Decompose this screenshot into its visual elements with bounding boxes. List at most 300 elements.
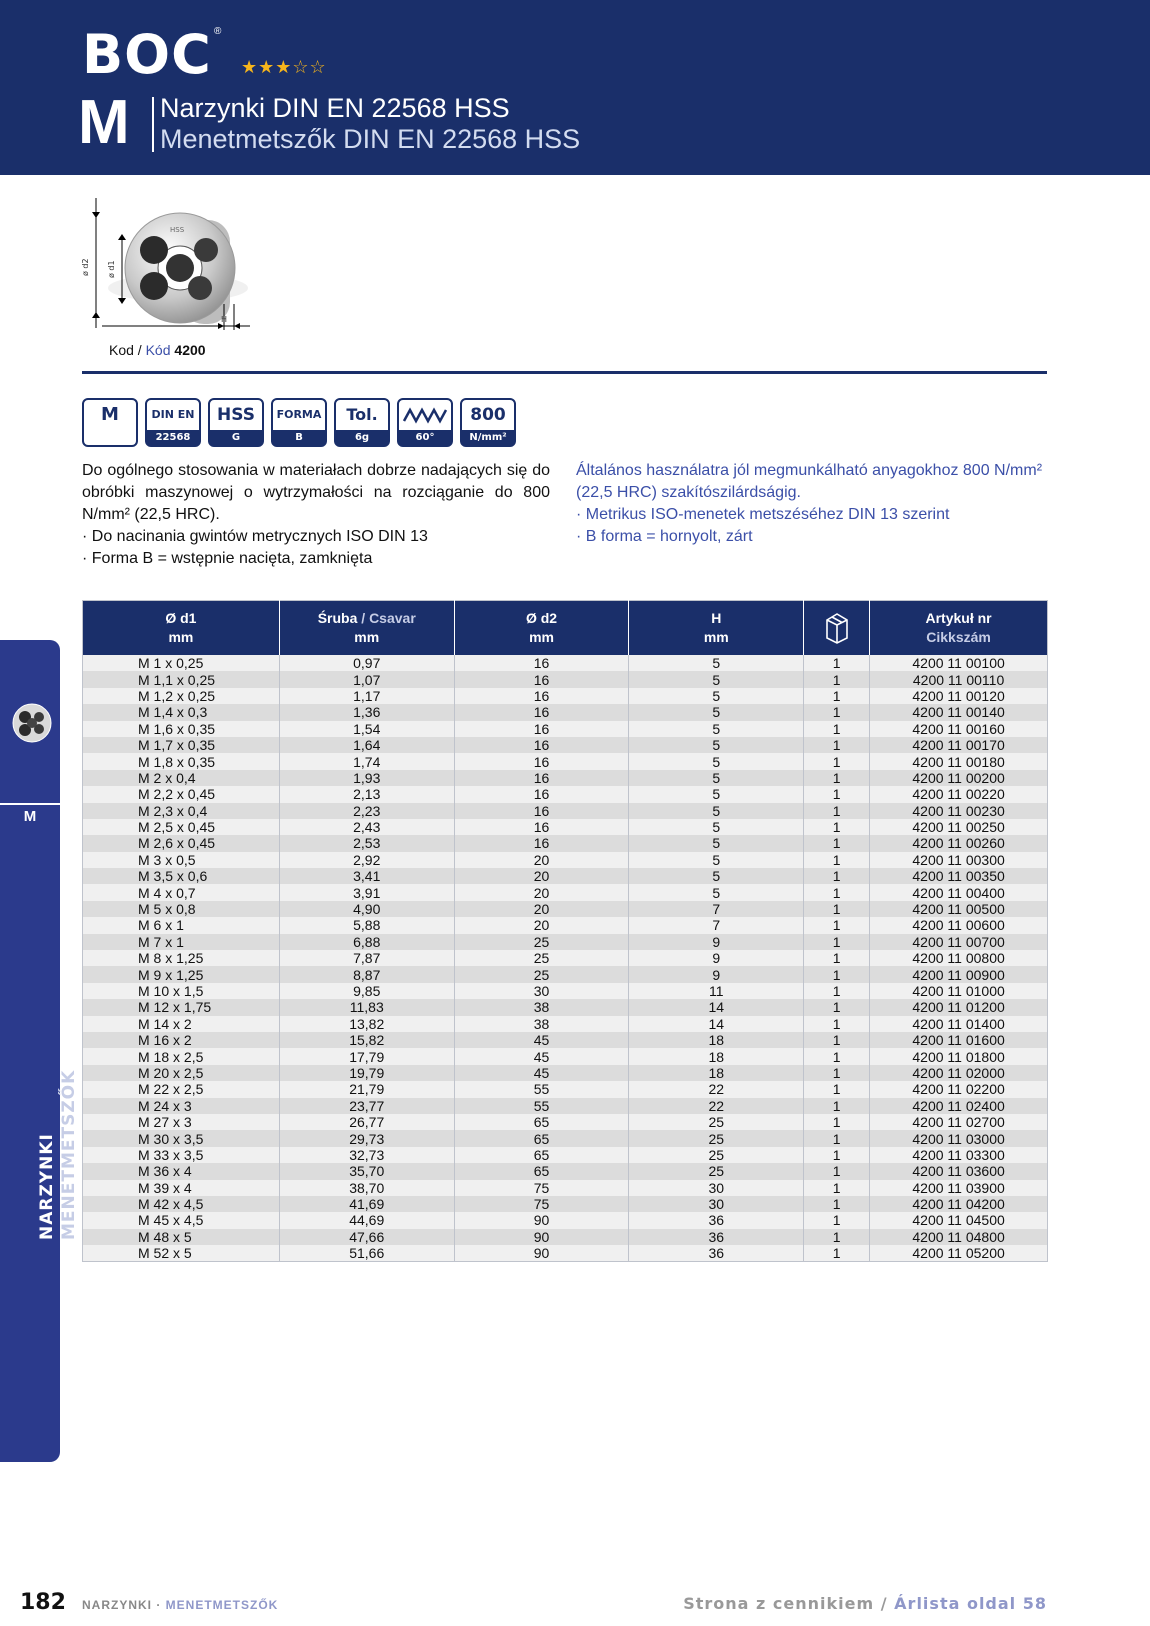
table-row	[83, 1147, 1048, 1163]
table-row	[83, 901, 1048, 917]
table-row	[83, 1196, 1048, 1212]
cell-screw: 2,13	[279, 786, 454, 802]
cell-d2: 16	[454, 704, 629, 720]
footer-ref-separator: /	[874, 1594, 895, 1613]
brand-logo: BOC	[82, 23, 212, 86]
cell-article: 4200 11 03900	[870, 1180, 1048, 1196]
cell-d2: 55	[454, 1098, 629, 1114]
table-row	[83, 819, 1048, 835]
cell-d2: 45	[454, 1048, 629, 1064]
cell-h: 5	[629, 688, 804, 704]
icon-hss-material	[208, 398, 264, 447]
cell-d2: 65	[454, 1147, 629, 1163]
cell-screw: 47,66	[279, 1229, 454, 1245]
cell-d1: M 1,1 x 0,25	[83, 671, 280, 687]
side-tab-divider	[0, 803, 60, 805]
cell-d2: 38	[454, 1016, 629, 1032]
icon-top-label: DIN EN	[151, 408, 195, 421]
cell-d2: 25	[454, 950, 629, 966]
cell-d2: 16	[454, 835, 629, 851]
icon-top-label: HSS	[217, 405, 255, 425]
cell-article: 4200 11 04200	[870, 1196, 1048, 1212]
cell-screw: 2,43	[279, 819, 454, 835]
footer-price-list-ref	[683, 1594, 1047, 1613]
cell-article: 4200 11 00230	[870, 803, 1048, 819]
code-value: 4200	[174, 342, 206, 358]
cell-qty: 1	[804, 901, 870, 917]
icon-tolerance	[334, 398, 390, 447]
cell-qty: 1	[804, 1065, 870, 1081]
cell-screw: 1,17	[279, 688, 454, 704]
cell-qty: 1	[804, 786, 870, 802]
cell-qty: 1	[804, 1130, 870, 1146]
cell-d1: M 8 x 1,25	[83, 950, 280, 966]
cell-d1: M 20 x 2,5	[83, 1065, 280, 1081]
table-row	[83, 688, 1048, 704]
table-row	[83, 835, 1048, 851]
col-header-screw: Śruba / Csavar mm	[279, 601, 454, 656]
cell-screw: 44,69	[279, 1212, 454, 1228]
die-marking-text: HSS	[170, 226, 185, 234]
cell-d1: M 52 x 5	[83, 1245, 280, 1262]
cell-qty: 1	[804, 753, 870, 769]
cell-article: 4200 11 03600	[870, 1163, 1048, 1179]
cell-screw: 3,41	[279, 868, 454, 884]
cell-screw: 2,92	[279, 852, 454, 868]
cell-d2: 20	[454, 884, 629, 900]
cell-qty: 1	[804, 934, 870, 950]
cell-qty: 1	[804, 950, 870, 966]
cell-screw: 2,23	[279, 803, 454, 819]
cell-h: 5	[629, 721, 804, 737]
die-icon	[12, 703, 52, 743]
cell-qty: 1	[804, 868, 870, 884]
side-tab-letter: M	[23, 808, 37, 825]
cell-screw: 51,66	[279, 1245, 454, 1262]
code-label-pl: Kod	[109, 342, 134, 358]
thread-profile-icon	[403, 406, 447, 424]
description-pl-bullet: · Do nacinania gwintów metrycznych ISO DIN 13	[82, 528, 428, 545]
product-table	[82, 600, 1048, 1262]
table-row	[83, 1048, 1048, 1064]
cell-d1: M 10 x 1,5	[83, 983, 280, 999]
cell-article: 4200 11 00700	[870, 934, 1048, 950]
cell-screw: 9,85	[279, 983, 454, 999]
cell-d1: M 1,6 x 0,35	[83, 721, 280, 737]
cell-d2: 16	[454, 770, 629, 786]
cell-screw: 3,91	[279, 884, 454, 900]
cell-h: 30	[629, 1180, 804, 1196]
cell-h: 30	[629, 1196, 804, 1212]
cell-h: 5	[629, 737, 804, 753]
icon-bottom-label: G	[210, 430, 262, 445]
cell-qty: 1	[804, 852, 870, 868]
cell-screw: 35,70	[279, 1163, 454, 1179]
cell-h: 5	[629, 803, 804, 819]
cell-d2: 45	[454, 1032, 629, 1048]
description-hu	[576, 460, 1046, 548]
cell-h: 14	[629, 1016, 804, 1032]
table-row	[83, 917, 1048, 933]
cell-article: 4200 11 00250	[870, 819, 1048, 835]
cell-qty: 1	[804, 721, 870, 737]
cell-screw: 7,87	[279, 950, 454, 966]
cell-qty: 1	[804, 1081, 870, 1097]
table-row	[83, 1212, 1048, 1228]
icon-top-label: M	[101, 404, 119, 425]
cell-d1: M 3 x 0,5	[83, 852, 280, 868]
col-header-h: H mm	[629, 601, 804, 656]
cell-qty: 1	[804, 1098, 870, 1114]
cell-d1: M 2,5 x 0,45	[83, 819, 280, 835]
table-row	[83, 1016, 1048, 1032]
dim-d1-label: ø d1	[107, 260, 116, 278]
cell-article: 4200 11 00120	[870, 688, 1048, 704]
cell-h: 5	[629, 753, 804, 769]
cell-screw: 26,77	[279, 1114, 454, 1130]
registered-mark: ®	[214, 26, 222, 37]
cell-screw: 6,88	[279, 934, 454, 950]
cell-h: 18	[629, 1065, 804, 1081]
table-row	[83, 737, 1048, 753]
cell-h: 25	[629, 1130, 804, 1146]
table-header-row	[83, 601, 1048, 656]
cell-article: 4200 11 02700	[870, 1114, 1048, 1130]
cell-article: 4200 11 04500	[870, 1212, 1048, 1228]
cell-screw: 1,36	[279, 704, 454, 720]
cell-h: 5	[629, 655, 804, 671]
cell-screw: 5,88	[279, 917, 454, 933]
footer-ref-hu: Árlista oldal 58	[894, 1594, 1047, 1613]
cell-d2: 38	[454, 999, 629, 1015]
table-row	[83, 753, 1048, 769]
cell-qty: 1	[804, 1245, 870, 1262]
cell-article: 4200 11 00100	[870, 655, 1048, 671]
page-title-pl: Narzynki DIN EN 22568 HSS	[160, 93, 510, 123]
cell-h: 5	[629, 770, 804, 786]
cell-qty: 1	[804, 1196, 870, 1212]
cell-d1: M 1,4 x 0,3	[83, 704, 280, 720]
cell-d1: M 22 x 2,5	[83, 1081, 280, 1097]
description-pl-bullet: · Forma B = wstępnie nacięta, zamknięta	[82, 550, 373, 567]
cell-d2: 16	[454, 753, 629, 769]
cell-qty: 1	[804, 1032, 870, 1048]
cell-screw: 19,79	[279, 1065, 454, 1081]
cell-screw: 38,70	[279, 1180, 454, 1196]
cell-article: 4200 11 01800	[870, 1048, 1048, 1064]
cell-h: 5	[629, 835, 804, 851]
cell-d2: 20	[454, 901, 629, 917]
cell-d2: 25	[454, 934, 629, 950]
table-row	[83, 655, 1048, 671]
cell-d1: M 1,2 x 0,25	[83, 688, 280, 704]
cell-screw: 1,54	[279, 721, 454, 737]
icon-bottom-label: 60°	[399, 430, 451, 445]
col-header-article: Artykuł nr Cikkszám	[870, 601, 1048, 656]
cell-qty: 1	[804, 1016, 870, 1032]
cell-h: 5	[629, 852, 804, 868]
section-rule	[82, 371, 1047, 374]
cell-article: 4200 11 00220	[870, 786, 1048, 802]
icon-bottom-label: B	[273, 430, 325, 445]
cell-article: 4200 11 00140	[870, 704, 1048, 720]
cell-d1: M 3,5 x 0,6	[83, 868, 280, 884]
icon-top-label: FORMA	[276, 408, 322, 421]
cell-qty: 1	[804, 655, 870, 671]
icon-top-label: Tol.	[346, 405, 378, 424]
description-pl-main: Do ogólnego stosowania w materiałach dobrze nadających się do obróbki maszynowej o wytrzymałości na rozciąganie do 800 N/mm² (22,5 HRC).	[82, 462, 550, 523]
cell-qty: 1	[804, 983, 870, 999]
icon-bottom-label: 22568	[147, 430, 199, 445]
cell-screw: 41,69	[279, 1196, 454, 1212]
cell-d1: M 1,7 x 0,35	[83, 737, 280, 753]
table-row	[83, 1180, 1048, 1196]
cell-h: 36	[629, 1245, 804, 1262]
cell-d2: 65	[454, 1130, 629, 1146]
cell-screw: 21,79	[279, 1081, 454, 1097]
cell-qty: 1	[804, 1180, 870, 1196]
cell-article: 4200 11 03000	[870, 1130, 1048, 1146]
footer-section-pl: NARZYNKI	[82, 1598, 152, 1612]
cell-d1: M 30 x 3,5	[83, 1130, 280, 1146]
cell-d2: 20	[454, 852, 629, 868]
cell-h: 5	[629, 819, 804, 835]
cell-h: 22	[629, 1081, 804, 1097]
cell-d2: 90	[454, 1245, 629, 1262]
cell-d2: 16	[454, 671, 629, 687]
table-row	[83, 868, 1048, 884]
table-row	[83, 966, 1048, 982]
cell-qty: 1	[804, 966, 870, 982]
page-title-hu: Menetmetszők DIN EN 22568 HSS	[160, 124, 581, 154]
cell-screw: 11,83	[279, 999, 454, 1015]
table-row	[83, 983, 1048, 999]
description-hu-main: Általános használatra jól megmunkálható anyagokhoz 800 N/mm² (22,5 HRC) szakítószilárdságig.	[576, 462, 1043, 501]
cell-d1: M 9 x 1,25	[83, 966, 280, 982]
cell-screw: 4,90	[279, 901, 454, 917]
footer-separator: ·	[152, 1598, 166, 1612]
cell-qty: 1	[804, 1229, 870, 1245]
table-row	[83, 803, 1048, 819]
cell-article: 4200 11 00900	[870, 966, 1048, 982]
cell-h: 5	[629, 671, 804, 687]
cell-h: 18	[629, 1048, 804, 1064]
cell-d2: 20	[454, 868, 629, 884]
table-row	[83, 1032, 1048, 1048]
table-row	[83, 950, 1048, 966]
cell-h: 22	[629, 1098, 804, 1114]
table-row	[83, 704, 1048, 720]
side-tab-label	[36, 1030, 80, 1240]
cell-d2: 16	[454, 819, 629, 835]
cell-d1: M 2,2 x 0,45	[83, 786, 280, 802]
cell-d1: M 2,3 x 0,4	[83, 803, 280, 819]
cell-d2: 55	[454, 1081, 629, 1097]
cell-d1: M 48 x 5	[83, 1229, 280, 1245]
cell-d2: 25	[454, 966, 629, 982]
icon-thread-angle	[397, 398, 453, 447]
cell-h: 5	[629, 868, 804, 884]
cell-d1: M 45 x 4,5	[83, 1212, 280, 1228]
col-header-d2: Ø d2 mm	[454, 601, 629, 656]
icon-top-label: 800	[470, 405, 506, 425]
cell-screw: 1,74	[279, 753, 454, 769]
table-row	[83, 1098, 1048, 1114]
cell-qty: 1	[804, 884, 870, 900]
cell-qty: 1	[804, 1048, 870, 1064]
title-divider	[152, 97, 154, 152]
cell-h: 9	[629, 966, 804, 982]
cell-h: 9	[629, 950, 804, 966]
cell-d1: M 5 x 0,8	[83, 901, 280, 917]
cell-article: 4200 11 01000	[870, 983, 1048, 999]
cell-article: 4200 11 00200	[870, 770, 1048, 786]
cell-d2: 75	[454, 1180, 629, 1196]
table-row	[83, 1229, 1048, 1245]
cell-article: 4200 11 00800	[870, 950, 1048, 966]
cell-article: 4200 11 00400	[870, 884, 1048, 900]
cell-h: 25	[629, 1147, 804, 1163]
cell-d1: M 1,8 x 0,35	[83, 753, 280, 769]
table-row	[83, 999, 1048, 1015]
cell-article: 4200 11 01600	[870, 1032, 1048, 1048]
footer-section	[82, 1598, 278, 1612]
quality-stars: ★★★☆☆	[241, 57, 327, 77]
cell-h: 14	[629, 999, 804, 1015]
cell-d1: M 1 x 0,25	[83, 655, 280, 671]
cell-article: 4200 11 00160	[870, 721, 1048, 737]
table-row	[83, 671, 1048, 687]
cell-screw: 2,53	[279, 835, 454, 851]
table-row	[83, 1081, 1048, 1097]
cell-article: 4200 11 01400	[870, 1016, 1048, 1032]
cell-h: 7	[629, 917, 804, 933]
cell-d2: 20	[454, 917, 629, 933]
cell-article: 4200 11 00350	[870, 868, 1048, 884]
cell-article: 4200 11 02000	[870, 1065, 1048, 1081]
cell-qty: 1	[804, 835, 870, 851]
cell-d2: 45	[454, 1065, 629, 1081]
dim-h-label: H	[221, 315, 228, 324]
cell-screw: 32,73	[279, 1147, 454, 1163]
footer-ref-pl: Strona z cennikiem	[683, 1594, 875, 1613]
cell-d2: 16	[454, 655, 629, 671]
cell-d2: 16	[454, 803, 629, 819]
table-row	[83, 1130, 1048, 1146]
cell-h: 25	[629, 1163, 804, 1179]
cell-qty: 1	[804, 671, 870, 687]
cell-article: 4200 11 00260	[870, 835, 1048, 851]
cell-d2: 16	[454, 721, 629, 737]
cell-qty: 1	[804, 1114, 870, 1130]
cell-d1: M 27 x 3	[83, 1114, 280, 1130]
cell-d2: 16	[454, 688, 629, 704]
cell-d2: 90	[454, 1229, 629, 1245]
cell-screw: 1,93	[279, 770, 454, 786]
icon-metric-thread	[82, 398, 138, 447]
cell-d1: M 36 x 4	[83, 1163, 280, 1179]
footer-section-hu: MENETMETSZŐK	[165, 1598, 279, 1612]
cell-qty: 1	[804, 704, 870, 720]
cell-d1: M 33 x 3,5	[83, 1147, 280, 1163]
cell-article: 4200 11 01200	[870, 999, 1048, 1015]
table-row	[83, 934, 1048, 950]
table-row	[83, 1163, 1048, 1179]
cell-qty: 1	[804, 819, 870, 835]
cell-d2: 16	[454, 737, 629, 753]
cell-article: 4200 11 02400	[870, 1098, 1048, 1114]
cell-h: 25	[629, 1114, 804, 1130]
cell-article: 4200 11 03300	[870, 1147, 1048, 1163]
package-quantity-icon	[822, 608, 852, 644]
icon-din-standard	[145, 398, 201, 447]
icon-bottom-label: 6g	[336, 430, 388, 445]
table-row	[83, 721, 1048, 737]
table-row	[83, 884, 1048, 900]
cell-h: 7	[629, 901, 804, 917]
col-header-package	[804, 601, 870, 656]
cell-h: 36	[629, 1229, 804, 1245]
cell-article: 4200 11 00300	[870, 852, 1048, 868]
cell-qty: 1	[804, 1212, 870, 1228]
cell-d2: 65	[454, 1163, 629, 1179]
cell-d2: 30	[454, 983, 629, 999]
icon-bottom-label: N/mm²	[462, 430, 514, 445]
cell-d1: M 39 x 4	[83, 1180, 280, 1196]
col-header-d1: Ø d1 mm	[83, 601, 280, 656]
cell-qty: 1	[804, 1163, 870, 1179]
cell-h: 5	[629, 704, 804, 720]
table-row	[83, 852, 1048, 868]
cell-article: 4200 11 00110	[870, 671, 1048, 687]
cell-d2: 16	[454, 786, 629, 802]
side-label-pl: NARZYNKI	[37, 1133, 57, 1240]
cell-article: 4200 11 02200	[870, 1081, 1048, 1097]
code-label-hu: Kód	[145, 342, 171, 358]
description-hu-bullet: · Metrikus ISO-menetek metszéséhez DIN 13 szerint	[576, 506, 950, 523]
page-header	[0, 0, 1150, 175]
cell-qty: 1	[804, 917, 870, 933]
cell-h: 11	[629, 983, 804, 999]
cell-d2: 90	[454, 1212, 629, 1228]
cell-h: 5	[629, 884, 804, 900]
cell-d1: M 12 x 1,75	[83, 999, 280, 1015]
cell-screw: 1,64	[279, 737, 454, 753]
cell-h: 18	[629, 1032, 804, 1048]
cell-article: 4200 11 00170	[870, 737, 1048, 753]
table-row	[83, 1065, 1048, 1081]
page-number: 182	[20, 1590, 66, 1615]
cell-d1: M 16 x 2	[83, 1032, 280, 1048]
cell-d1: M 18 x 2,5	[83, 1048, 280, 1064]
cell-screw: 17,79	[279, 1048, 454, 1064]
cell-d1: M 42 x 4,5	[83, 1196, 280, 1212]
cell-qty: 1	[804, 999, 870, 1015]
cell-qty: 1	[804, 737, 870, 753]
table-row	[83, 786, 1048, 802]
cell-screw: 0,97	[279, 655, 454, 671]
dim-d2-label: ø d2	[81, 258, 90, 276]
description-pl	[82, 460, 550, 570]
table-body	[83, 655, 1048, 1262]
cell-h: 9	[629, 934, 804, 950]
cell-screw: 29,73	[279, 1130, 454, 1146]
product-code	[109, 342, 206, 358]
cell-screw: 13,82	[279, 1016, 454, 1032]
cell-d1: M 6 x 1	[83, 917, 280, 933]
cell-screw: 8,87	[279, 966, 454, 982]
table-row	[83, 770, 1048, 786]
